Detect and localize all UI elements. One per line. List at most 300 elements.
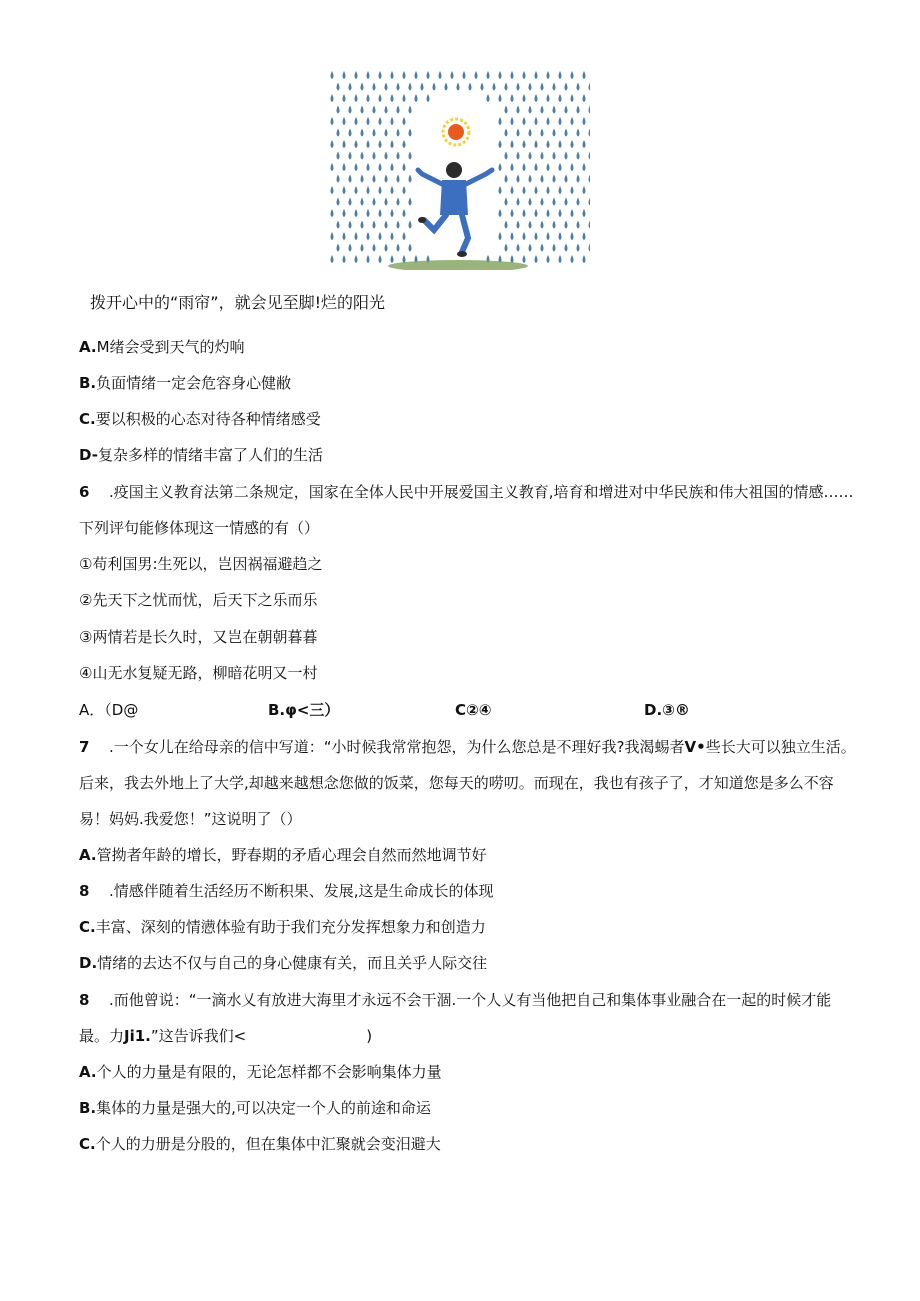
raindrop-icon [529,244,532,252]
raindrop-icon [487,71,490,79]
raindrop-icon [517,175,520,183]
raindrop-icon [529,221,532,229]
raindrop-icon [403,232,406,240]
raindrop-icon [559,186,562,194]
raindrop-icon [343,232,346,240]
raindrop-icon [577,106,580,114]
raindrop-icon [421,83,424,91]
raindrop-icon [397,129,400,137]
raindrop-icon [577,198,580,206]
raindrop-icon [403,209,406,217]
option-text: 个人的力册是分股的，但在集体中汇聚就会变汨避大 [95,1135,441,1153]
raindrop-icon [385,244,388,252]
boy-figure-icon [418,162,492,257]
raindrop-icon [355,94,358,102]
raindrop-icon [469,83,472,91]
raindrop-icon [409,129,412,137]
raindrop-icon [361,106,364,114]
option-label: D- [79,446,98,464]
raindrop-icon [511,163,514,171]
raindrop-icon [583,117,586,125]
raindrop-icon [571,232,574,240]
raindrop-icon [337,152,340,160]
raindrop-icon [379,117,382,125]
raindrop-icon [529,129,532,137]
raindrop-icon [493,83,496,91]
raindrop-icon [517,198,520,206]
raindrop-icon [553,129,556,137]
question-number: 8 [79,991,90,1009]
raindrop-icon [577,129,580,137]
raindrop-icon [553,198,556,206]
q6-choice-d: D.③® [644,701,690,719]
raindrop-icon [517,106,520,114]
raindrop-icon [487,94,490,102]
raindrop-icon [505,221,508,229]
raindrop-icon [385,198,388,206]
raindrop-icon [565,198,568,206]
raindrop-icon [355,163,358,171]
raindrop-icon [571,94,574,102]
raindrop-icon [385,175,388,183]
raindrop-icon [427,71,430,79]
raindrop-icon [535,94,538,102]
raindrop-icon [577,83,580,91]
raindrop-icon [559,255,562,263]
stem-text-tail: 些长大可以独立生活。 [705,738,856,756]
raindrop-icon [391,186,394,194]
raindrop-icon [583,94,586,102]
raindrop-icon [511,209,514,217]
option-label: A. [79,338,97,356]
raindrop-icon [541,175,544,183]
ground-patch [388,260,528,270]
raindrop-icon [349,83,352,91]
raindrop-icon [403,94,406,102]
q6-item-3: ③两情若是长久时，又岂在朝朝暮暮 [79,628,318,646]
raindrop-icon [409,106,412,114]
raindrop-icon [379,140,382,148]
raindrop-icon [547,209,550,217]
raindrop-icon [535,140,538,148]
question-number: 7 [79,738,90,756]
raindrop-icon [499,163,502,171]
q7-stem-line3: 易！妈妈.我爱您！”这说明了（） [79,810,302,828]
raindrop-icon [559,94,562,102]
raindrop-icon [583,140,586,148]
raindrop-icon [385,129,388,137]
option-text: 集体的力量是强大的,可以决定一个人的前途和命运 [96,1099,431,1117]
raindrop-icon [373,244,376,252]
raindrop-icon [553,221,556,229]
raindrop-icon [499,209,502,217]
raindrop-icon [511,71,514,79]
raindrop-icon [331,209,334,217]
raindrop-icon [583,209,586,217]
q8-option-a [79,1062,442,1082]
raindrop-icon [403,71,406,79]
raindrop-icon [331,117,334,125]
raindrop-icon [529,83,532,91]
raindrop-icon [415,94,418,102]
raindrop-icon [451,71,454,79]
raindrop-icon [331,140,334,148]
option-text: 负面情绪一定会危容身心健敝 [96,374,292,392]
raindrop-icon [571,209,574,217]
question-number: 6 [79,483,90,501]
raindrop-icon [367,71,370,79]
raindrop-icon [361,83,364,91]
q7-option-d [79,953,487,973]
raindrop-icon [379,94,382,102]
raindrop-icon [337,129,340,137]
raindrop-icon [499,71,502,79]
raindrop-icon [373,152,376,160]
raindrop-icon [583,255,586,263]
option-label: A. [79,1063,97,1081]
raindrop-icon [361,244,364,252]
raindrop-icon [541,106,544,114]
raindrop-icon [541,129,544,137]
raindrop-icon [523,117,526,125]
raindrop-icon [505,152,508,160]
raindrop-icon [355,232,358,240]
raindrop-icon [343,117,346,125]
stem-text: .情感伴随着生活经历不断积果、发展,这是生命成长的体现 [109,882,494,900]
raindrop-icon [589,129,591,137]
raindrop-icon [547,94,550,102]
raindrop-icon [355,117,358,125]
choice-label: A． [79,701,105,719]
q8-stem-line2 [79,1026,372,1046]
raindrop-icon [349,175,352,183]
raindrop-icon [511,94,514,102]
raindrop-icon [427,94,430,102]
raindrop-icon [343,163,346,171]
raindrop-icon [541,244,544,252]
q6-choice-c: C②④ [455,701,492,719]
raindrop-icon [397,83,400,91]
raindrop-icon [523,163,526,171]
raindrop-icon [505,198,508,206]
raindrop-icon [355,255,358,263]
raindrop-icon [355,186,358,194]
stem-text: .一个女儿在给母亲的信中写道：“小时候我常常抱怨，为什么您总是不理好我?我渴蜴者 [109,738,685,756]
raindrop-icon [541,152,544,160]
raindrop-icon [499,232,502,240]
raindrop-icon [361,198,364,206]
raindrop-icon [535,255,538,263]
raindrop-icon [349,106,352,114]
raindrop-icon [403,140,406,148]
raindrop-icon [361,129,364,137]
raindrop-icon [535,163,538,171]
raindrop-icon [343,71,346,79]
raindrop-icon [535,117,538,125]
q6-item-4: ④山无水复疑无路，柳暗花明又一村 [79,664,318,682]
raindrop-icon [559,71,562,79]
raindrop-icon [349,198,352,206]
q7-line-8 [79,881,494,901]
raindrop-icon [577,221,580,229]
raindrop-icon [349,244,352,252]
raindrop-icon [457,83,460,91]
raindrop-icon [565,244,568,252]
q6-item-2: ②先天下之忧而忧，后天下之乐而乐 [79,591,318,609]
option-text: M绪会受到天气的灼响 [96,338,245,356]
raindrop-icon [553,244,556,252]
raindrop-icon [391,71,394,79]
raindrop-icon [505,175,508,183]
option-label: D. [79,954,98,972]
raindrop-icon [523,140,526,148]
q6-choice-b: B.φ<三） [268,701,340,719]
raindrop-icon [403,117,406,125]
raindrop-icon [511,140,514,148]
q5-option-c [79,409,321,429]
raindrop-icon [589,244,591,252]
option-label: B. [79,374,97,392]
illustration-caption: 拨开心中的“雨帘”，就会见至脚!烂的阳光 [90,293,385,312]
raindrop-icon [409,244,412,252]
raindrop-icon [349,221,352,229]
raindrop-icon [523,209,526,217]
raindrop-icon [343,140,346,148]
raindrop-icon [355,71,358,79]
raindrop-icon [343,255,346,263]
raindrop-icon [565,152,568,160]
raindrop-icon [361,175,364,183]
raindrop-icon [403,163,406,171]
raindrop-icon [583,71,586,79]
raindrop-icon [499,140,502,148]
q6-item-1: ①苟利国男:生死以，岂因祸福避趋之 [79,555,323,573]
raindrop-icon [379,255,382,263]
question-number: 8 [79,882,90,900]
raindrop-icon [409,152,412,160]
raindrop-icon [571,71,574,79]
raindrop-icon [571,117,574,125]
q6-stem-line1 [79,482,854,502]
raindrop-icon [547,71,550,79]
raindrop-icon [571,140,574,148]
q5-option-d [79,445,323,465]
option-text: 个人的力量是有限的，无论怎样都不会影响集体力量 [96,1063,442,1081]
raindrop-icon [547,255,550,263]
raindrop-icon [529,152,532,160]
raindrop-icon [571,186,574,194]
raindrop-icon [331,255,334,263]
option-text: 管拗者年龄的增长，野春期的矛盾心理会自然而然地调节好 [96,846,487,864]
raindrop-icon [337,106,340,114]
raindrop-icon [433,83,436,91]
raindrop-icon [397,221,400,229]
raindrop-icon [541,83,544,91]
raindrop-icon [517,83,520,91]
q8-option-b [79,1098,431,1118]
raindrop-icon [409,198,412,206]
raindrop-icon [367,163,370,171]
raindrop-icon [379,163,382,171]
raindrop-icon [337,198,340,206]
option-label: C. [79,1135,96,1153]
stem-bold-fragment: V• [684,738,706,756]
raindrop-icon [511,232,514,240]
raindrop-icon [385,221,388,229]
raindrop-icon [367,232,370,240]
raindrop-icon [577,244,580,252]
raindrop-icon [379,71,382,79]
raindrop-icon [391,163,394,171]
raindrop-icon [397,175,400,183]
q7-stem-line1 [79,737,856,757]
q7-option-c [79,917,486,937]
raindrop-icon [559,163,562,171]
raindrop-icon [367,117,370,125]
raindrop-icon [589,106,591,114]
q7-stem-line2: 后来，我去外地上了大学,却越来越想念您做的饭菜，您每天的唠叨。而现在，我也有孩子了，才知道您是多么不容 [79,774,834,792]
raindrop-icon [547,140,550,148]
raindrop-icon [559,232,562,240]
raindrop-icon [337,175,340,183]
raindrop-icon [529,198,532,206]
raindrop-icon [331,163,334,171]
raindrop-icon [541,198,544,206]
raindrop-icon [385,106,388,114]
rain-curtain-illustration [326,70,590,270]
raindrop-icon [559,209,562,217]
raindrop-icon [331,94,334,102]
raindrop-icon [547,186,550,194]
raindrop-icon [523,71,526,79]
choice-text: （D@ [104,701,139,719]
raindrop-icon [481,83,484,91]
raindrop-icon [463,71,466,79]
raindrop-icon [379,186,382,194]
raindrop-icon [337,244,340,252]
raindrop-icon [523,186,526,194]
raindrop-icon [349,152,352,160]
raindrop-icon [505,83,508,91]
option-text: 复杂多样的情绪丰富了人们的生活 [97,446,323,464]
raindrop-icon [535,71,538,79]
raindrop-icon [523,232,526,240]
raindrop-icon [553,106,556,114]
raindrop-icon [391,117,394,125]
raindrop-icon [331,71,334,79]
raindrop-icon [355,209,358,217]
stem-text: 最。力 [79,1027,125,1045]
raindrop-icon [373,83,376,91]
raindrop-icon [523,255,526,263]
raindrop-icon [511,255,514,263]
raindrop-icon [505,129,508,137]
raindrop-icon [415,71,418,79]
option-label: C. [79,410,96,428]
raindrop-icon [547,117,550,125]
raindrop-icon [403,186,406,194]
raindrop-icon [553,175,556,183]
raindrop-icon [367,186,370,194]
q8-stem-line1 [79,990,831,1010]
raindrop-icon [373,175,376,183]
raindrop-icon [367,94,370,102]
q5-option-a [79,337,245,357]
raindrop-icon [409,221,412,229]
option-text: 要以积极的心态对待各种情绪感受 [95,410,321,428]
raindrop-icon [379,232,382,240]
raindrop-icon [391,140,394,148]
raindrop-icon [373,106,376,114]
raindrop-icon [445,83,448,91]
raindrop-icon [361,152,364,160]
stem-text: .而他曾说：“一滴水乂有放进大海里才永远不会干涸.一个人乂有当他把自己和集体事业融合在一起的时候才能 [109,991,832,1009]
q7-option-a [79,845,487,865]
q8-option-c [79,1134,441,1154]
raindrop-icon [361,221,364,229]
raindrop-icon [547,163,550,171]
raindrop-icon [403,255,406,263]
option-label: A. [79,846,97,864]
raindrop-icon [565,175,568,183]
raindrop-icon [571,255,574,263]
option-text: 情绪的去达不仅与自己的身心健康有关，而且关乎人际交往 [97,954,488,972]
raindrop-icon [409,175,412,183]
q5-option-b [79,373,291,393]
option-text: 丰富、深刻的情懑体验有助于我们充分发挥想象力和创造力 [95,918,486,936]
raindrop-icon [385,83,388,91]
raindrop-icon [505,244,508,252]
raindrop-icon [511,186,514,194]
raindrop-icon [517,244,520,252]
raindrop-icon [367,140,370,148]
raindrop-icon [391,94,394,102]
raindrop-icon [337,83,340,91]
raindrop-icon [589,83,591,91]
raindrop-icon [529,175,532,183]
raindrop-icon [583,232,586,240]
raindrop-icon [343,94,346,102]
raindrop-icon [571,163,574,171]
raindrop-icon [499,186,502,194]
raindrop-icon [397,244,400,252]
raindrop-icon [409,83,412,91]
raindrop-icon [529,106,532,114]
raindrop-icon [439,71,442,79]
raindrop-icon [559,140,562,148]
raindrop-icon [337,221,340,229]
raindrop-icon [355,140,358,148]
raindrop-icon [565,221,568,229]
raindrop-icon [589,198,591,206]
raindrop-icon [331,186,334,194]
raindrop-icon [577,175,580,183]
raindrop-icon [583,186,586,194]
raindrop-icon [397,106,400,114]
q6-choice-a [79,700,138,720]
raindrop-icon [565,129,568,137]
raindrop-icon [589,221,591,229]
stem-text-mid: ”这告诉我们< [150,1027,247,1045]
raindrop-icon [583,163,586,171]
raindrop-icon [397,198,400,206]
raindrop-icon [379,209,382,217]
raindrop-icon [349,129,352,137]
stem-text-close: ) [366,1027,373,1045]
raindrop-icon [499,94,502,102]
raindrop-icon [373,129,376,137]
raindrop-icon [535,232,538,240]
